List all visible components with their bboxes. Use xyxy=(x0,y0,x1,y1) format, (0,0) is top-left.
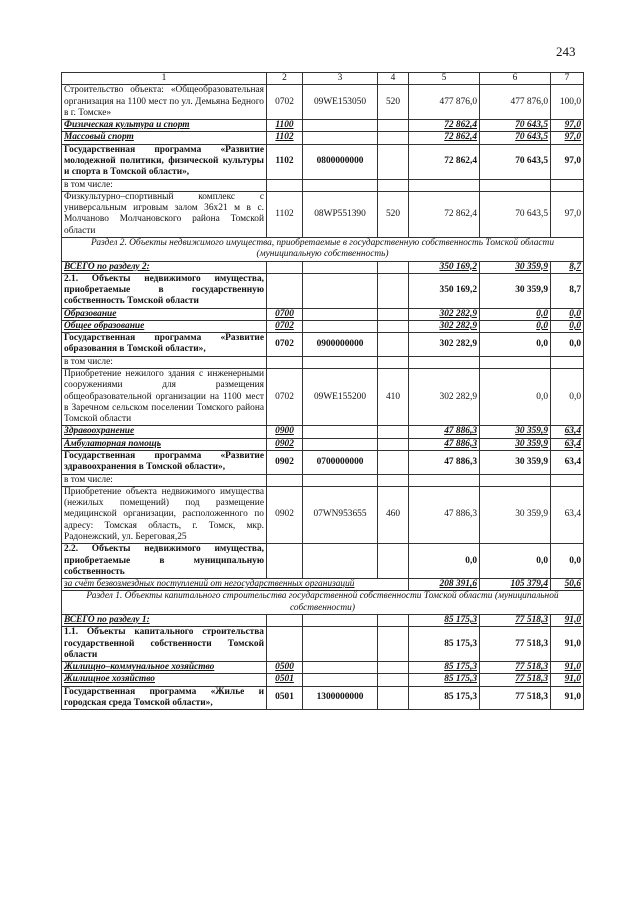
funding-note-cell: за счёт безвозмездных поступлений от негосударственных организаций xyxy=(62,579,409,591)
expense-type-cell xyxy=(378,627,409,662)
expense-type-cell xyxy=(378,320,409,332)
value-cell: 85 175,3 xyxy=(409,627,480,662)
header-cell: 1 xyxy=(62,73,267,85)
empty-cell xyxy=(303,179,378,191)
name-cell: Государственная программа «Развитие здравоохранения в Томской области», xyxy=(62,451,267,475)
target-code-cell xyxy=(303,614,378,626)
section-code-cell: 0902 xyxy=(267,486,303,543)
value-cell: 0,0 xyxy=(480,308,551,320)
target-code-cell: 08WP551390 xyxy=(303,191,378,237)
table-row xyxy=(62,273,584,308)
section-title: Раздел 1. Объекты капитального строительства государственной собственности Томской области (муниципальной собственности) xyxy=(62,591,584,615)
table-row xyxy=(62,333,584,357)
value-cell: 91,0 xyxy=(551,662,584,674)
section-code-cell: 0501 xyxy=(267,674,303,686)
expense-type-cell xyxy=(378,544,409,579)
table-row xyxy=(62,486,584,543)
value-cell: 77 518,3 xyxy=(480,662,551,674)
name-cell: Государственная программа «Жилье и городская среда Томской области», xyxy=(62,686,267,710)
expense-type-cell xyxy=(378,438,409,450)
section-code-cell xyxy=(267,261,303,273)
target-code-cell xyxy=(303,261,378,273)
target-code-cell xyxy=(303,438,378,450)
name-cell: 2.1. Объекты недвижимого имущества, приобретаемые в государственную собственность Томской области xyxy=(62,273,267,308)
name-cell: Амбулаторная помощь xyxy=(62,438,267,450)
expense-type-cell xyxy=(378,686,409,710)
section-code-cell: 0500 xyxy=(267,662,303,674)
value-cell: 47 886,3 xyxy=(409,451,480,475)
table-row xyxy=(62,474,584,486)
target-code-cell: 1300000000 xyxy=(303,686,378,710)
expense-type-cell xyxy=(378,426,409,438)
value-cell: 0,0 xyxy=(409,544,480,579)
name-cell: ВСЕГО по разделу 2: xyxy=(62,261,267,273)
empty-cell xyxy=(551,474,584,486)
section-code-cell xyxy=(267,614,303,626)
empty-cell xyxy=(267,179,303,191)
target-code-cell: 0800000000 xyxy=(303,144,378,179)
empty-cell xyxy=(551,356,584,368)
value-cell: 47 886,3 xyxy=(409,438,480,450)
value-cell: 97,0 xyxy=(551,144,584,179)
value-cell: 477 876,0 xyxy=(480,85,551,120)
target-code-cell: 09WE155200 xyxy=(303,369,378,426)
value-cell: 77 518,3 xyxy=(480,674,551,686)
value-cell: 0,0 xyxy=(551,333,584,357)
value-cell: 85 175,3 xyxy=(409,686,480,710)
value-cell: 72 862,4 xyxy=(409,191,480,237)
section-code-cell: 1102 xyxy=(267,191,303,237)
empty-cell xyxy=(303,356,378,368)
value-cell: 350 169,2 xyxy=(409,273,480,308)
expense-type-cell xyxy=(378,333,409,357)
section-code-cell: 1100 xyxy=(267,120,303,132)
value-cell: 97,0 xyxy=(551,120,584,132)
table-row xyxy=(62,544,584,579)
note-cell: в том числе: xyxy=(62,474,267,486)
value-cell: 70 643,5 xyxy=(480,191,551,237)
section-code-cell: 0702 xyxy=(267,333,303,357)
value-cell: 50,6 xyxy=(551,579,584,591)
name-cell: 1.1. Объекты капитального строительства государственной собственности Томской области xyxy=(62,627,267,662)
table-row xyxy=(62,261,584,273)
expense-type-cell xyxy=(378,308,409,320)
table-row xyxy=(62,426,584,438)
value-cell: 85 175,3 xyxy=(409,674,480,686)
empty-cell xyxy=(409,356,480,368)
value-cell: 91,0 xyxy=(551,627,584,662)
empty-cell xyxy=(409,179,480,191)
header-cell: 6 xyxy=(480,73,551,85)
table-row xyxy=(62,308,584,320)
expense-type-cell xyxy=(378,132,409,144)
target-code-cell: 07WN953655 xyxy=(303,486,378,543)
table-row xyxy=(62,662,584,674)
empty-cell xyxy=(303,474,378,486)
value-cell: 0,0 xyxy=(480,333,551,357)
value-cell: 85 175,3 xyxy=(409,614,480,626)
budget-table xyxy=(61,72,584,710)
value-cell: 72 862,4 xyxy=(409,144,480,179)
table-row xyxy=(62,191,584,237)
section-code-cell xyxy=(267,273,303,308)
empty-cell xyxy=(378,179,409,191)
target-code-cell xyxy=(303,627,378,662)
value-cell: 0,0 xyxy=(551,320,584,332)
value-cell: 302 282,9 xyxy=(409,320,480,332)
name-cell: 2.2. Объекты недвижимого имущества, приобретаемые в муниципальную собственность xyxy=(62,544,267,579)
value-cell: 97,0 xyxy=(551,191,584,237)
value-cell: 47 886,3 xyxy=(409,486,480,543)
value-cell: 30 359,9 xyxy=(480,486,551,543)
name-cell: Массовый спорт xyxy=(62,132,267,144)
section-code-cell: 0702 xyxy=(267,320,303,332)
target-code-cell xyxy=(303,308,378,320)
value-cell: 70 643,5 xyxy=(480,120,551,132)
section-code-cell: 0900 xyxy=(267,426,303,438)
empty-cell xyxy=(551,179,584,191)
expense-type-cell xyxy=(378,614,409,626)
table-row xyxy=(62,144,584,179)
value-cell: 85 175,3 xyxy=(409,662,480,674)
table-row xyxy=(62,179,584,191)
name-cell: Приобретение нежилого здания с инженерными сооружениями для размещения общеобразовательной организации на 1100 мест в Заречном сельском поселении Томского района Томской области xyxy=(62,369,267,426)
section-code-cell: 0501 xyxy=(267,686,303,710)
name-cell: Жилищное хозяйство xyxy=(62,674,267,686)
name-cell: Государственная программа «Развитие образования в Томской области», xyxy=(62,333,267,357)
value-cell: 208 391,6 xyxy=(409,579,480,591)
value-cell: 47 886,3 xyxy=(409,426,480,438)
value-cell: 302 282,9 xyxy=(409,333,480,357)
value-cell: 0,0 xyxy=(551,369,584,426)
value-cell: 477 876,0 xyxy=(409,85,480,120)
empty-cell xyxy=(480,474,551,486)
value-cell: 97,0 xyxy=(551,132,584,144)
value-cell: 70 643,5 xyxy=(480,132,551,144)
value-cell: 0,0 xyxy=(551,308,584,320)
table-row xyxy=(62,674,584,686)
expense-type-cell xyxy=(378,662,409,674)
expense-type-cell xyxy=(378,273,409,308)
section-code-cell: 0702 xyxy=(267,369,303,426)
value-cell: 63,4 xyxy=(551,451,584,475)
target-code-cell xyxy=(303,426,378,438)
table-row xyxy=(62,686,584,710)
table-row xyxy=(62,438,584,450)
section-code-cell xyxy=(267,627,303,662)
expense-type-cell: 460 xyxy=(378,486,409,543)
name-cell: Строительство объекта: «Общеобразовательная организация на 1100 мест по ул. Демьяна Бедного в г. Томске» xyxy=(62,85,267,120)
value-cell: 91,0 xyxy=(551,686,584,710)
value-cell: 100,0 xyxy=(551,85,584,120)
value-cell: 302 282,9 xyxy=(409,369,480,426)
value-cell: 0,0 xyxy=(551,544,584,579)
target-code-cell xyxy=(303,132,378,144)
table-row xyxy=(62,451,584,475)
target-code-cell xyxy=(303,544,378,579)
name-cell: Образование xyxy=(62,308,267,320)
expense-type-cell: 520 xyxy=(378,191,409,237)
value-cell: 30 359,9 xyxy=(480,426,551,438)
value-cell: 30 359,9 xyxy=(480,261,551,273)
page-number: 243 xyxy=(556,44,576,59)
value-cell: 0,0 xyxy=(480,544,551,579)
header-cell: 5 xyxy=(409,73,480,85)
header-cell: 7 xyxy=(551,73,584,85)
section-code-cell: 0902 xyxy=(267,451,303,475)
expense-type-cell xyxy=(378,120,409,132)
header-row xyxy=(62,73,584,85)
section-code-cell: 1102 xyxy=(267,132,303,144)
table-row xyxy=(62,132,584,144)
value-cell: 63,4 xyxy=(551,438,584,450)
name-cell: Приобретение объекта недвижимого имущества (нежилых помещений) под размещение медицинской организации, расположенного по адресу: Томская область, г. Томск, мкр. Радонежский, ул. Береговая,25 xyxy=(62,486,267,543)
empty-cell xyxy=(480,179,551,191)
name-cell: Общее образование xyxy=(62,320,267,332)
value-cell: 350 169,2 xyxy=(409,261,480,273)
target-code-cell xyxy=(303,273,378,308)
value-cell: 77 518,3 xyxy=(480,614,551,626)
expense-type-cell: 410 xyxy=(378,369,409,426)
expense-type-cell xyxy=(378,451,409,475)
value-cell: 72 862,4 xyxy=(409,120,480,132)
section-code-cell: 0700 xyxy=(267,308,303,320)
target-code-cell: 0900000000 xyxy=(303,333,378,357)
table-row xyxy=(62,591,584,615)
value-cell: 70 643,5 xyxy=(480,144,551,179)
table-row xyxy=(62,627,584,662)
value-cell: 105 379,4 xyxy=(480,579,551,591)
value-cell: 72 862,4 xyxy=(409,132,480,144)
expense-type-cell xyxy=(378,144,409,179)
table-row xyxy=(62,356,584,368)
expense-type-cell: 520 xyxy=(378,85,409,120)
name-cell: Физкультурно–спортивный комплекс с универсальным игровым залом 36x21 м в с. Молчаново Молчановского района Томской области xyxy=(62,191,267,237)
value-cell: 30 359,9 xyxy=(480,273,551,308)
target-code-cell xyxy=(303,320,378,332)
name-cell: Жилищно–коммунальное хозяйство xyxy=(62,662,267,674)
table-row xyxy=(62,369,584,426)
value-cell: 91,0 xyxy=(551,674,584,686)
empty-cell xyxy=(378,474,409,486)
section-code-cell xyxy=(267,544,303,579)
target-code-cell xyxy=(303,674,378,686)
empty-cell xyxy=(480,356,551,368)
empty-cell xyxy=(267,474,303,486)
target-code-cell xyxy=(303,662,378,674)
note-cell: в том числе: xyxy=(62,179,267,191)
header-cell: 4 xyxy=(378,73,409,85)
value-cell: 0,0 xyxy=(480,320,551,332)
value-cell: 8,7 xyxy=(551,261,584,273)
value-cell: 8,7 xyxy=(551,273,584,308)
empty-cell xyxy=(267,356,303,368)
section-code-cell: 0902 xyxy=(267,438,303,450)
expense-type-cell xyxy=(378,674,409,686)
table-row xyxy=(62,320,584,332)
value-cell: 91,0 xyxy=(551,614,584,626)
expense-type-cell xyxy=(378,261,409,273)
value-cell: 302 282,9 xyxy=(409,308,480,320)
name-cell: Здравоохранение xyxy=(62,426,267,438)
value-cell: 77 518,3 xyxy=(480,627,551,662)
name-cell: Государственная программа «Развитие молодежной политики, физической культуры и спорта в Томской области», xyxy=(62,144,267,179)
empty-cell xyxy=(378,356,409,368)
section-code-cell: 0702 xyxy=(267,85,303,120)
section-title: Раздел 2. Объекты недвижимого имущества, приобретаемые в государственную собственность Томской области (муниципальную собственность) xyxy=(62,237,584,261)
header-cell: 2 xyxy=(267,73,303,85)
target-code-cell xyxy=(303,120,378,132)
table-row xyxy=(62,614,584,626)
header-cell: 3 xyxy=(303,73,378,85)
table-row xyxy=(62,579,584,591)
empty-cell xyxy=(409,474,480,486)
value-cell: 30 359,9 xyxy=(480,451,551,475)
target-code-cell: 0700000000 xyxy=(303,451,378,475)
target-code-cell: 09WE153050 xyxy=(303,85,378,120)
table-row xyxy=(62,120,584,132)
table-row xyxy=(62,85,584,120)
note-cell: в том числе: xyxy=(62,356,267,368)
value-cell: 77 518,3 xyxy=(480,686,551,710)
value-cell: 63,4 xyxy=(551,486,584,543)
section-code-cell: 1102 xyxy=(267,144,303,179)
value-cell: 63,4 xyxy=(551,426,584,438)
table-row xyxy=(62,237,584,261)
name-cell: Физическая культура и спорт xyxy=(62,120,267,132)
value-cell: 0,0 xyxy=(480,369,551,426)
name-cell: ВСЕГО по разделу 1: xyxy=(62,614,267,626)
value-cell: 30 359,9 xyxy=(480,438,551,450)
